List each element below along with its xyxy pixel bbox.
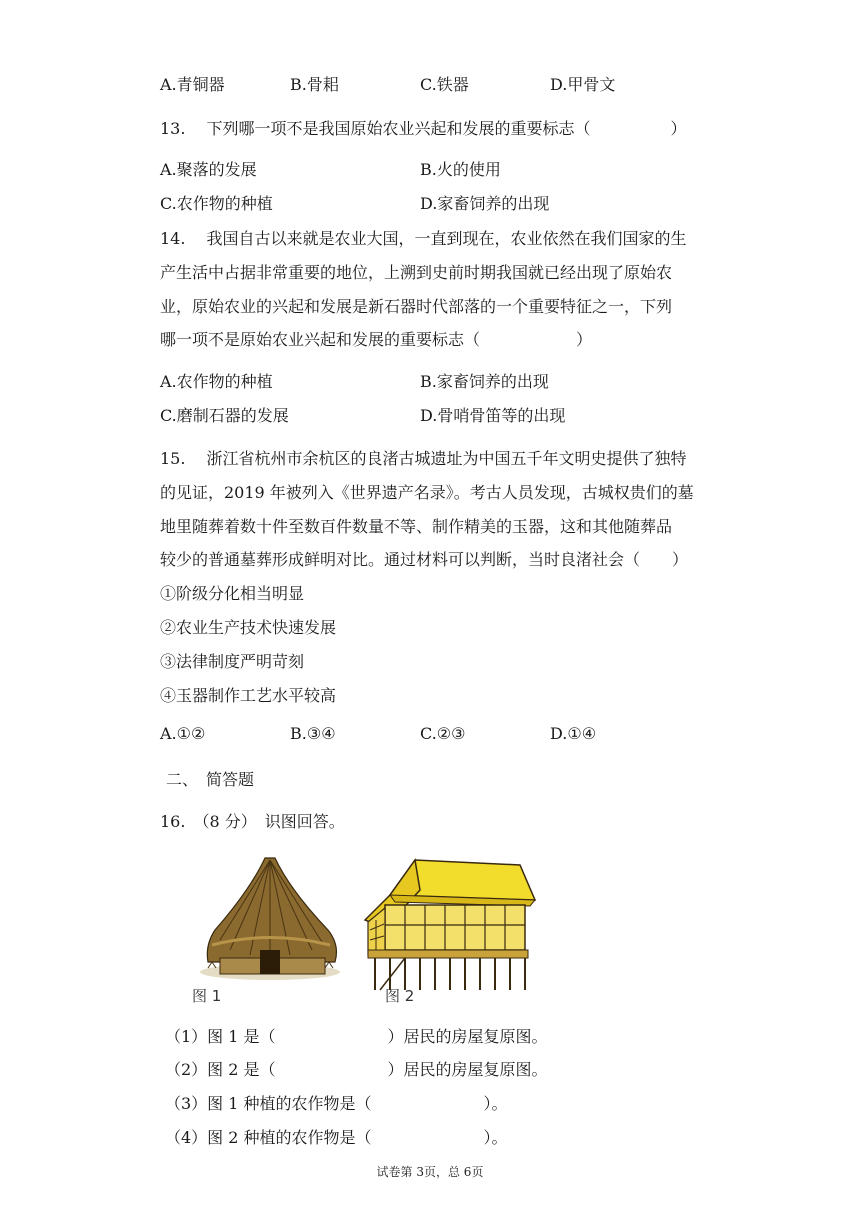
stilt-house-illustration (365, 860, 535, 990)
q15-option-d: D.①④ (550, 724, 597, 743)
q12-option-d: D.甲骨文 (550, 75, 616, 94)
q14-line-3: 业，原始农业的兴起和发展是新石器时代部落的一个重要特征之一，下列 (160, 297, 673, 316)
q15-line-1: 15. 浙江省杭州市余杭区的良渚古城遗址为中国五千年文明史提供了独特 (160, 449, 687, 468)
q15-option-c: C.②③ (420, 724, 466, 743)
section-title: 二、 简答题 (166, 770, 255, 789)
q15-line-3: 地里随葬着数十件至数百件数量不等、制作精美的玉器，这和其他随葬品 (160, 517, 673, 536)
q15-line-4: 较少的普通墓葬形成鲜明对比。通过材料可以判断，当时良渚社会（ ） (160, 550, 689, 569)
figure-1-label: 图 1 (192, 987, 222, 1005)
q14-option-a: A.农作物的种植 (160, 372, 273, 391)
q14-option-d: D.骨哨骨笛等的出现 (420, 406, 566, 425)
q14-line-4: 哪一项不是原始农业兴起和发展的重要标志（ ） (160, 330, 593, 349)
q14-line-1: 14. 我国自古以来就是农业大国，一直到现在，农业依然在我们国家的生 (160, 229, 687, 248)
q16-sub-3: （3）图 1 种植的农作物是（ ）。 (165, 1094, 508, 1113)
q12-option-a: A.青铜器 (160, 75, 225, 94)
q14-line-2: 产生活中占据非常重要的地位，上溯到史前时期我国就已经出现了原始农 (160, 263, 673, 282)
q14-option-c: C.磨制石器的发展 (160, 406, 289, 425)
q15-option-a: A.①② (160, 724, 206, 743)
q15-statement-2: ②农业生产技术快速发展 (160, 618, 337, 637)
q12-option-c: C.铁器 (420, 75, 469, 94)
q16-sub-1: （1）图 1 是（ ）居民的房屋复原图。 (165, 1027, 548, 1046)
q16-sub-4: （4）图 2 种植的农作物是（ ）。 (165, 1128, 508, 1147)
q13-option-b: B.火的使用 (420, 160, 501, 179)
q15-statement-4: ④玉器制作工艺水平较高 (160, 686, 337, 705)
q13-option-d: D.家畜饲养的出现 (420, 194, 550, 213)
house-figures (190, 850, 540, 1010)
page-footer: 试卷第 3页，总 6页 (376, 1165, 484, 1179)
q16-stem: 16. （8 分） 识图回答。 (160, 812, 345, 831)
q13-option-c: C.农作物的种植 (160, 194, 273, 213)
q14-option-b: B.家畜饲养的出现 (420, 372, 549, 391)
figure-2-label: 图 2 (385, 987, 415, 1005)
q13-option-a: A.聚落的发展 (160, 160, 257, 179)
q15-option-b: B.③④ (290, 724, 336, 743)
thatched-hut-illustration (200, 858, 340, 980)
q15-line-2: 的见证，2019 年被列入《世界遗产名录》。考古人员发现，古城权贵们的墓 (160, 483, 694, 502)
q15-statement-3: ③法律制度严明苛刻 (160, 652, 305, 671)
q13-stem: 13. 下列哪一项不是我国原始农业兴起和发展的重要标志（ ） (160, 119, 687, 138)
q12-option-b: B.骨耜 (290, 75, 339, 94)
q15-statement-1: ①阶级分化相当明显 (160, 584, 305, 603)
q16-sub-2: （2）图 2 是（ ）居民的房屋复原图。 (165, 1060, 548, 1079)
